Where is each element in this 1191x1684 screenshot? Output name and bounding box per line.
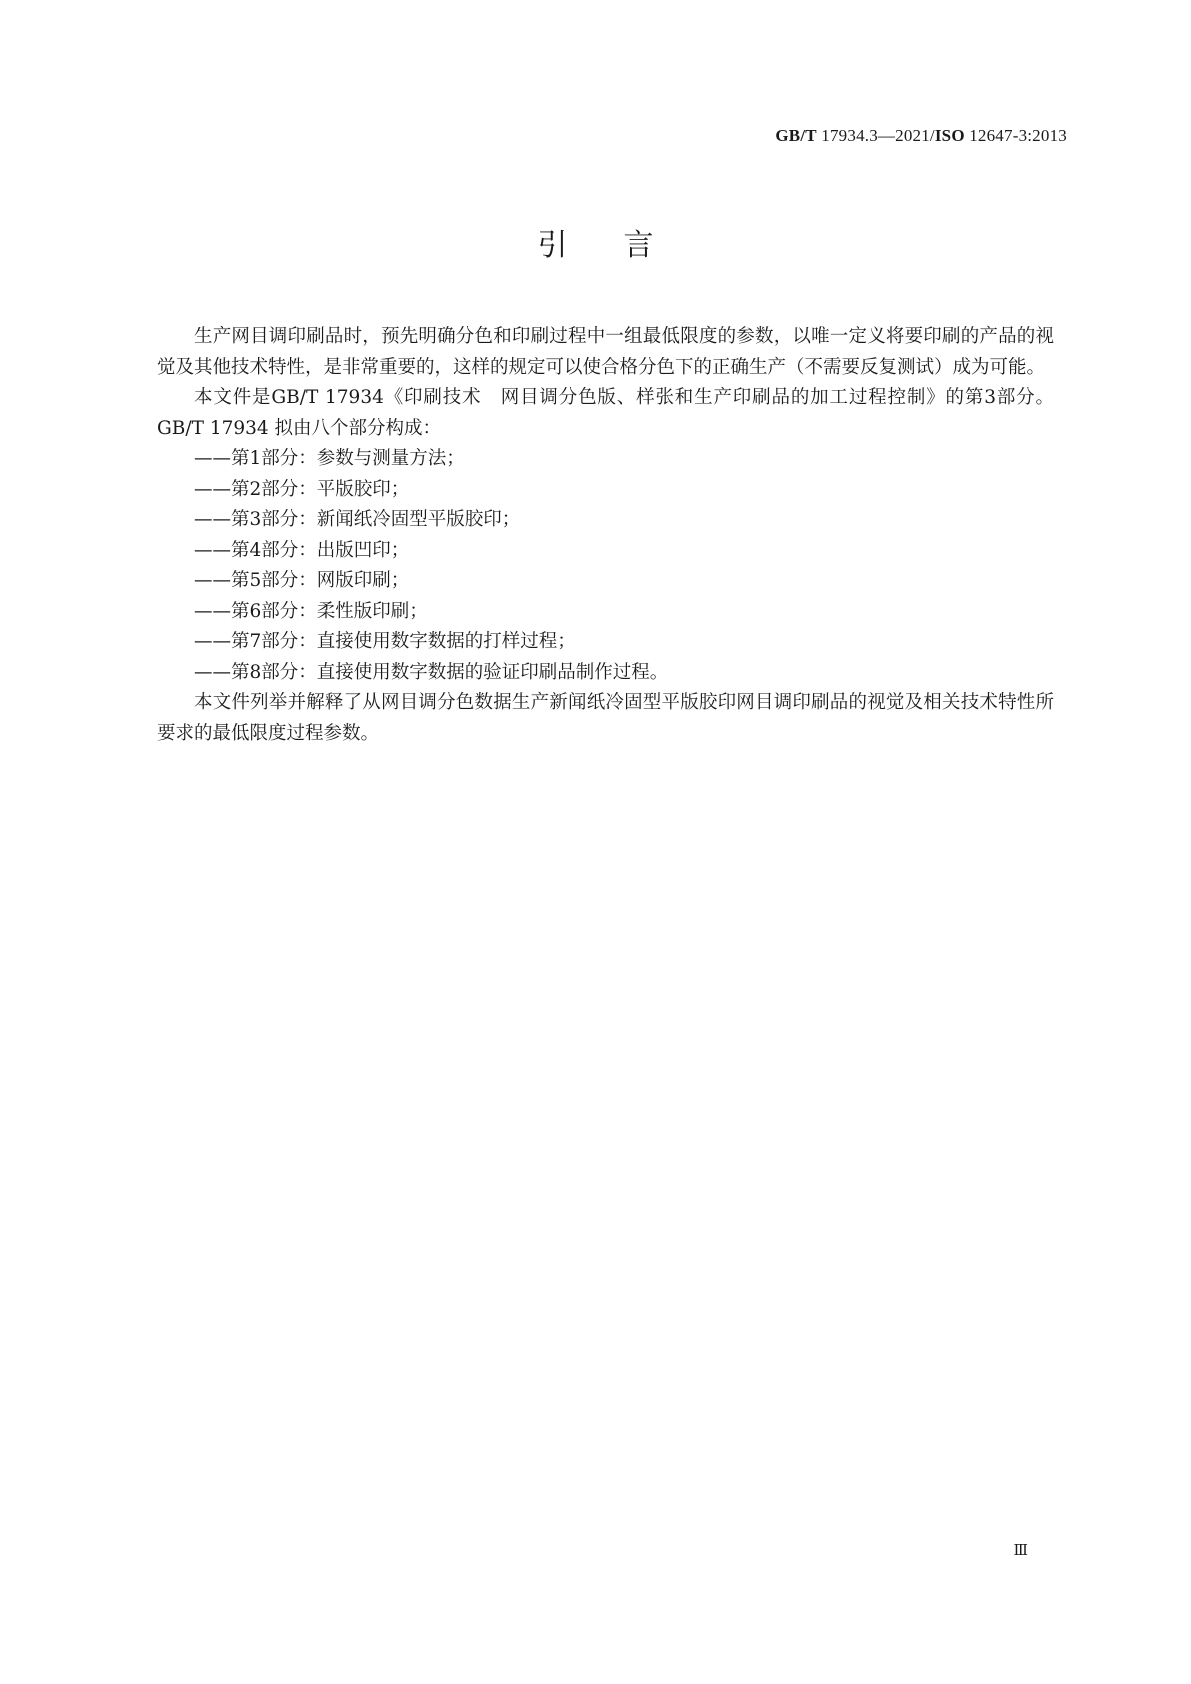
list-item: ——第5部分：网版印刷； [194, 570, 410, 591]
list-item: ——第2部分：平版胶印； [194, 478, 410, 500]
paragraph-scope: 本文件列举并解释了从网目调分色数据生产新闻纸冷固型平版胶印网目调印刷品的视觉及相关技术特性所要求的最低限度过程参数。 [157, 692, 1054, 744]
introduction-body [157, 322, 1054, 749]
gb-prefix: GB/T [775, 126, 817, 145]
list-item: ——第3部分：新闻纸冷固型平版胶印； [194, 509, 521, 530]
list-item: ——第7部分：直接使用数字数据的打样过程； [194, 631, 576, 652]
page-number: Ⅲ [1013, 1543, 1028, 1559]
list-item: ——第4部分：出版凹印； [194, 539, 410, 561]
list-item: ——第6部分：柔性版印刷； [194, 600, 428, 622]
list-item: ——第1部分：参数与测量方法； [194, 448, 465, 469]
paragraph-series: 本文件是GB/T 17934《印刷技术 网目调分色版、样张和生产印刷品的加工过程控制》的第3部分。GB/T 17934 拟由八个部分构成： [157, 387, 1054, 439]
gb-code: 17934.3—2021/ [821, 126, 935, 145]
standard-number [775, 126, 1067, 146]
paragraph-purpose: 生产网目调印刷品时，预先明确分色和印刷过程中一组最低限度的参数，以唯一定义将要印刷的产品的视觉及其他技术特性，是非常重要的，这样的规定可以使合格分色下的正确生产（不需要反复测试）成为可能。 [157, 326, 1054, 378]
section-title: 引言 [537, 228, 710, 263]
list-item: ——第8部分：直接使用数字数据的验证印刷品制作过程。 [194, 661, 669, 683]
iso-code: 12647-3:2013 [969, 126, 1067, 145]
parts-list [157, 444, 1054, 688]
iso-prefix: ISO [934, 126, 965, 145]
